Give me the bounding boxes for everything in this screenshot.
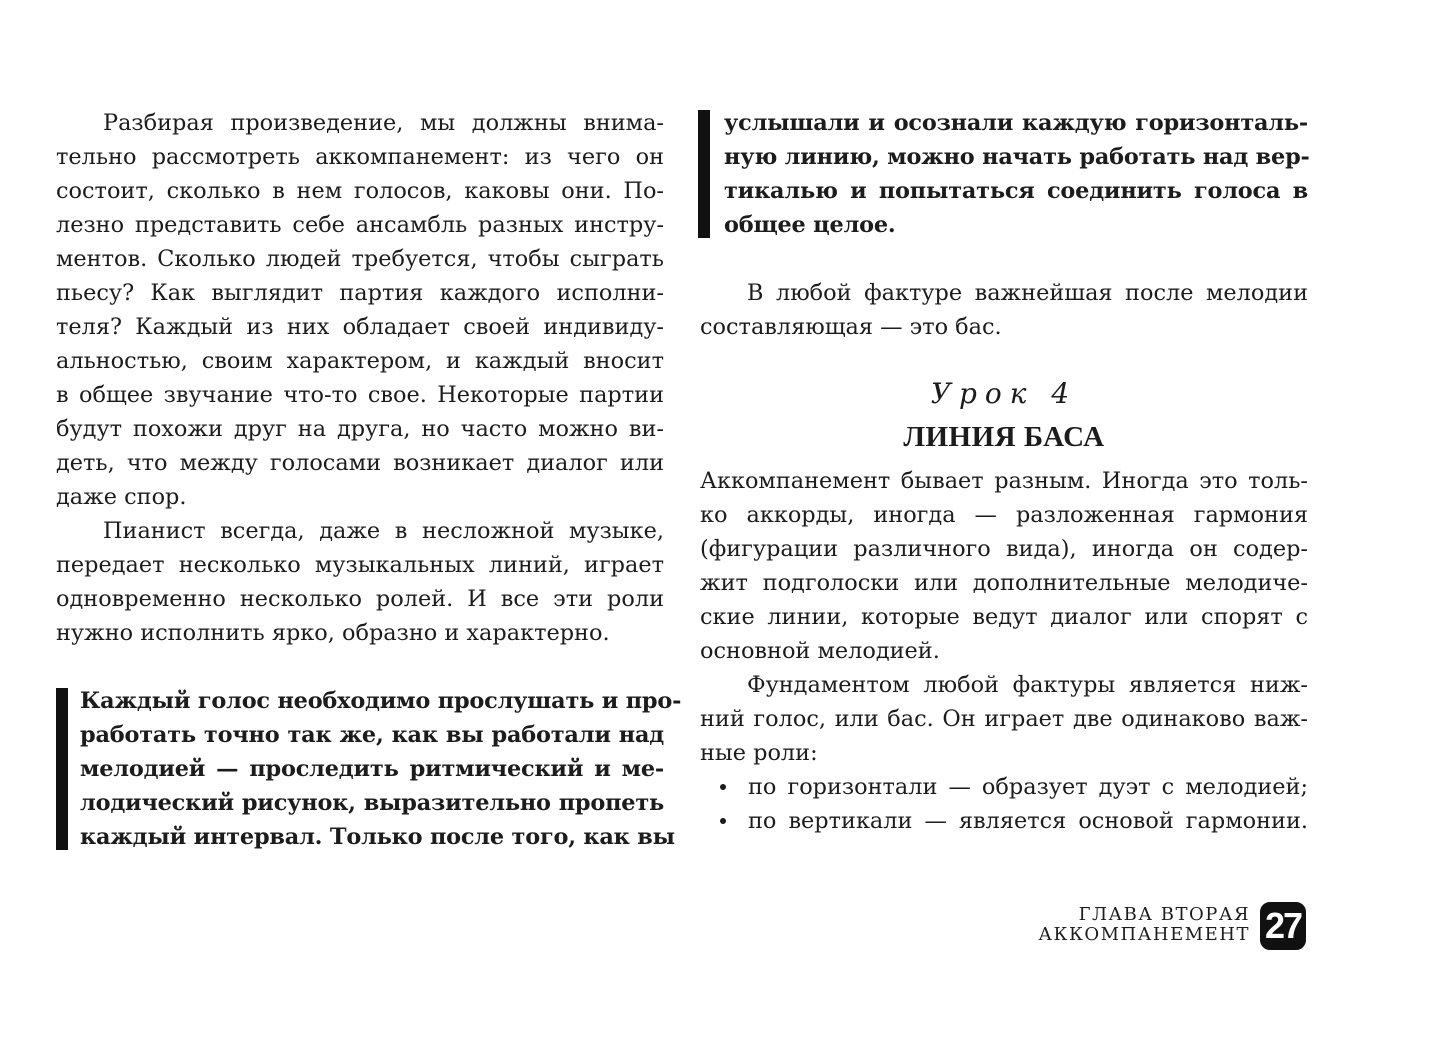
list-item — [700, 770, 1308, 804]
callout-bar — [56, 688, 68, 850]
text-line: составляющая — это бас. — [700, 314, 1002, 340]
list-item-text: по горизонтали — образует дуэт с мелодией; — [748, 774, 1308, 800]
list-item-text: по вертикали — является основой гармонии. — [748, 808, 1308, 834]
text-line: жит подголоски или дополнительные мелодиче- — [700, 570, 1308, 596]
text-line: Фундаментом любой фактуры является ниж- — [747, 672, 1308, 698]
left-column — [56, 106, 682, 854]
section-label: АККОМПАНЕМЕНТ — [1038, 924, 1250, 945]
text-line: состоит, сколько в нем голосов, каковы они. По- — [56, 178, 664, 204]
lesson-title: ЛИНИЯ БАСА — [903, 421, 1105, 453]
text-line: ний голос, или бас. Он играет две одинаково важ- — [700, 706, 1308, 732]
text-line: теля? Каждый из них обладает своей индивиду- — [56, 314, 664, 340]
text-line: ские линии, которые ведут диалог или спорят с — [700, 604, 1308, 630]
text-line: одновременно несколько ролей. И все эти роли — [56, 586, 664, 612]
text-line: (фигурации различного вида), иногда он содер- — [700, 536, 1308, 562]
text-line: общее целое. — [724, 212, 896, 238]
text-line: деть, что между голосами возникает диалог или — [56, 450, 664, 476]
text-line: альностью, своим характером, и каждый вносит — [56, 348, 664, 374]
lesson-number: Урок 4 — [930, 377, 1078, 410]
paragraph-bass-intro — [700, 276, 1308, 344]
list-item — [700, 804, 1308, 838]
paragraph-pianist — [56, 514, 664, 650]
text-line: Аккомпанемент бывает разным. Иногда это толь- — [700, 468, 1308, 494]
text-line: в общее звучание что-то свое. Некоторые партии — [56, 382, 664, 408]
bullet-list — [700, 770, 1308, 838]
text-line: ментов. Сколько людей требуется, чтобы сыграть — [56, 246, 664, 272]
text-line: Каждый голос необходимо прослушать и про- — [80, 688, 682, 714]
text-line: даже спор. — [56, 484, 187, 510]
chapter-label: ГЛАВА ВТОРАЯ — [1078, 904, 1250, 925]
text-line: тельно рассмотреть аккомпанемент: из чего он — [56, 144, 664, 170]
highlight-callout-continued — [676, 106, 1308, 242]
text-line: лодический рисунок, выразительно пропеть — [80, 790, 664, 816]
text-line: пьесу? Как выглядит партия каждого исполни- — [56, 280, 664, 306]
text-line: основной мелодией. — [700, 638, 940, 664]
page-number-badge: 27 — [1260, 902, 1306, 950]
callout-bar — [698, 110, 710, 238]
bullet-icon — [720, 784, 726, 790]
highlight-callout — [32, 684, 682, 854]
right-column — [700, 106, 1308, 838]
bullet-icon — [720, 818, 726, 824]
paragraph-analysis — [56, 106, 664, 514]
text-line: работать точно так же, как вы работали над — [80, 722, 664, 748]
text-line: лезно представить себе ансамбль разных инстру- — [56, 212, 664, 238]
text-line: ко аккорды, иногда — разложенная гармония — [700, 502, 1308, 528]
text-line: ную линию, можно начать работать над вер- — [724, 144, 1310, 170]
text-line: ные роли: — [700, 740, 818, 766]
text-line: тикалью и попытаться соединить голоса в — [724, 178, 1308, 204]
text-line: услышали и осознали каждую горизонталь- — [724, 110, 1308, 136]
text-line: Разбирая произведение, мы должны внима- — [103, 110, 664, 136]
text-line: В любой фактуре важнейшая после мелодии — [747, 280, 1308, 306]
text-line: будут похожи друг на друга, но часто можно ви- — [56, 416, 664, 442]
paragraph-foundation — [700, 668, 1308, 770]
text-line: каждый интервал. Только после того, как вы — [80, 824, 675, 850]
text-line: Пианист всегда, даже в несложной музыке, — [103, 518, 664, 544]
text-line: нужно исполнить ярко, образно и характерно. — [56, 620, 610, 646]
paragraph-accompaniment — [700, 464, 1308, 668]
running-footer — [1038, 905, 1250, 945]
text-line: передает несколько музыкальных линий, играет — [56, 552, 664, 578]
text-line: мелодией — проследить ритмический и ме- — [80, 756, 664, 782]
